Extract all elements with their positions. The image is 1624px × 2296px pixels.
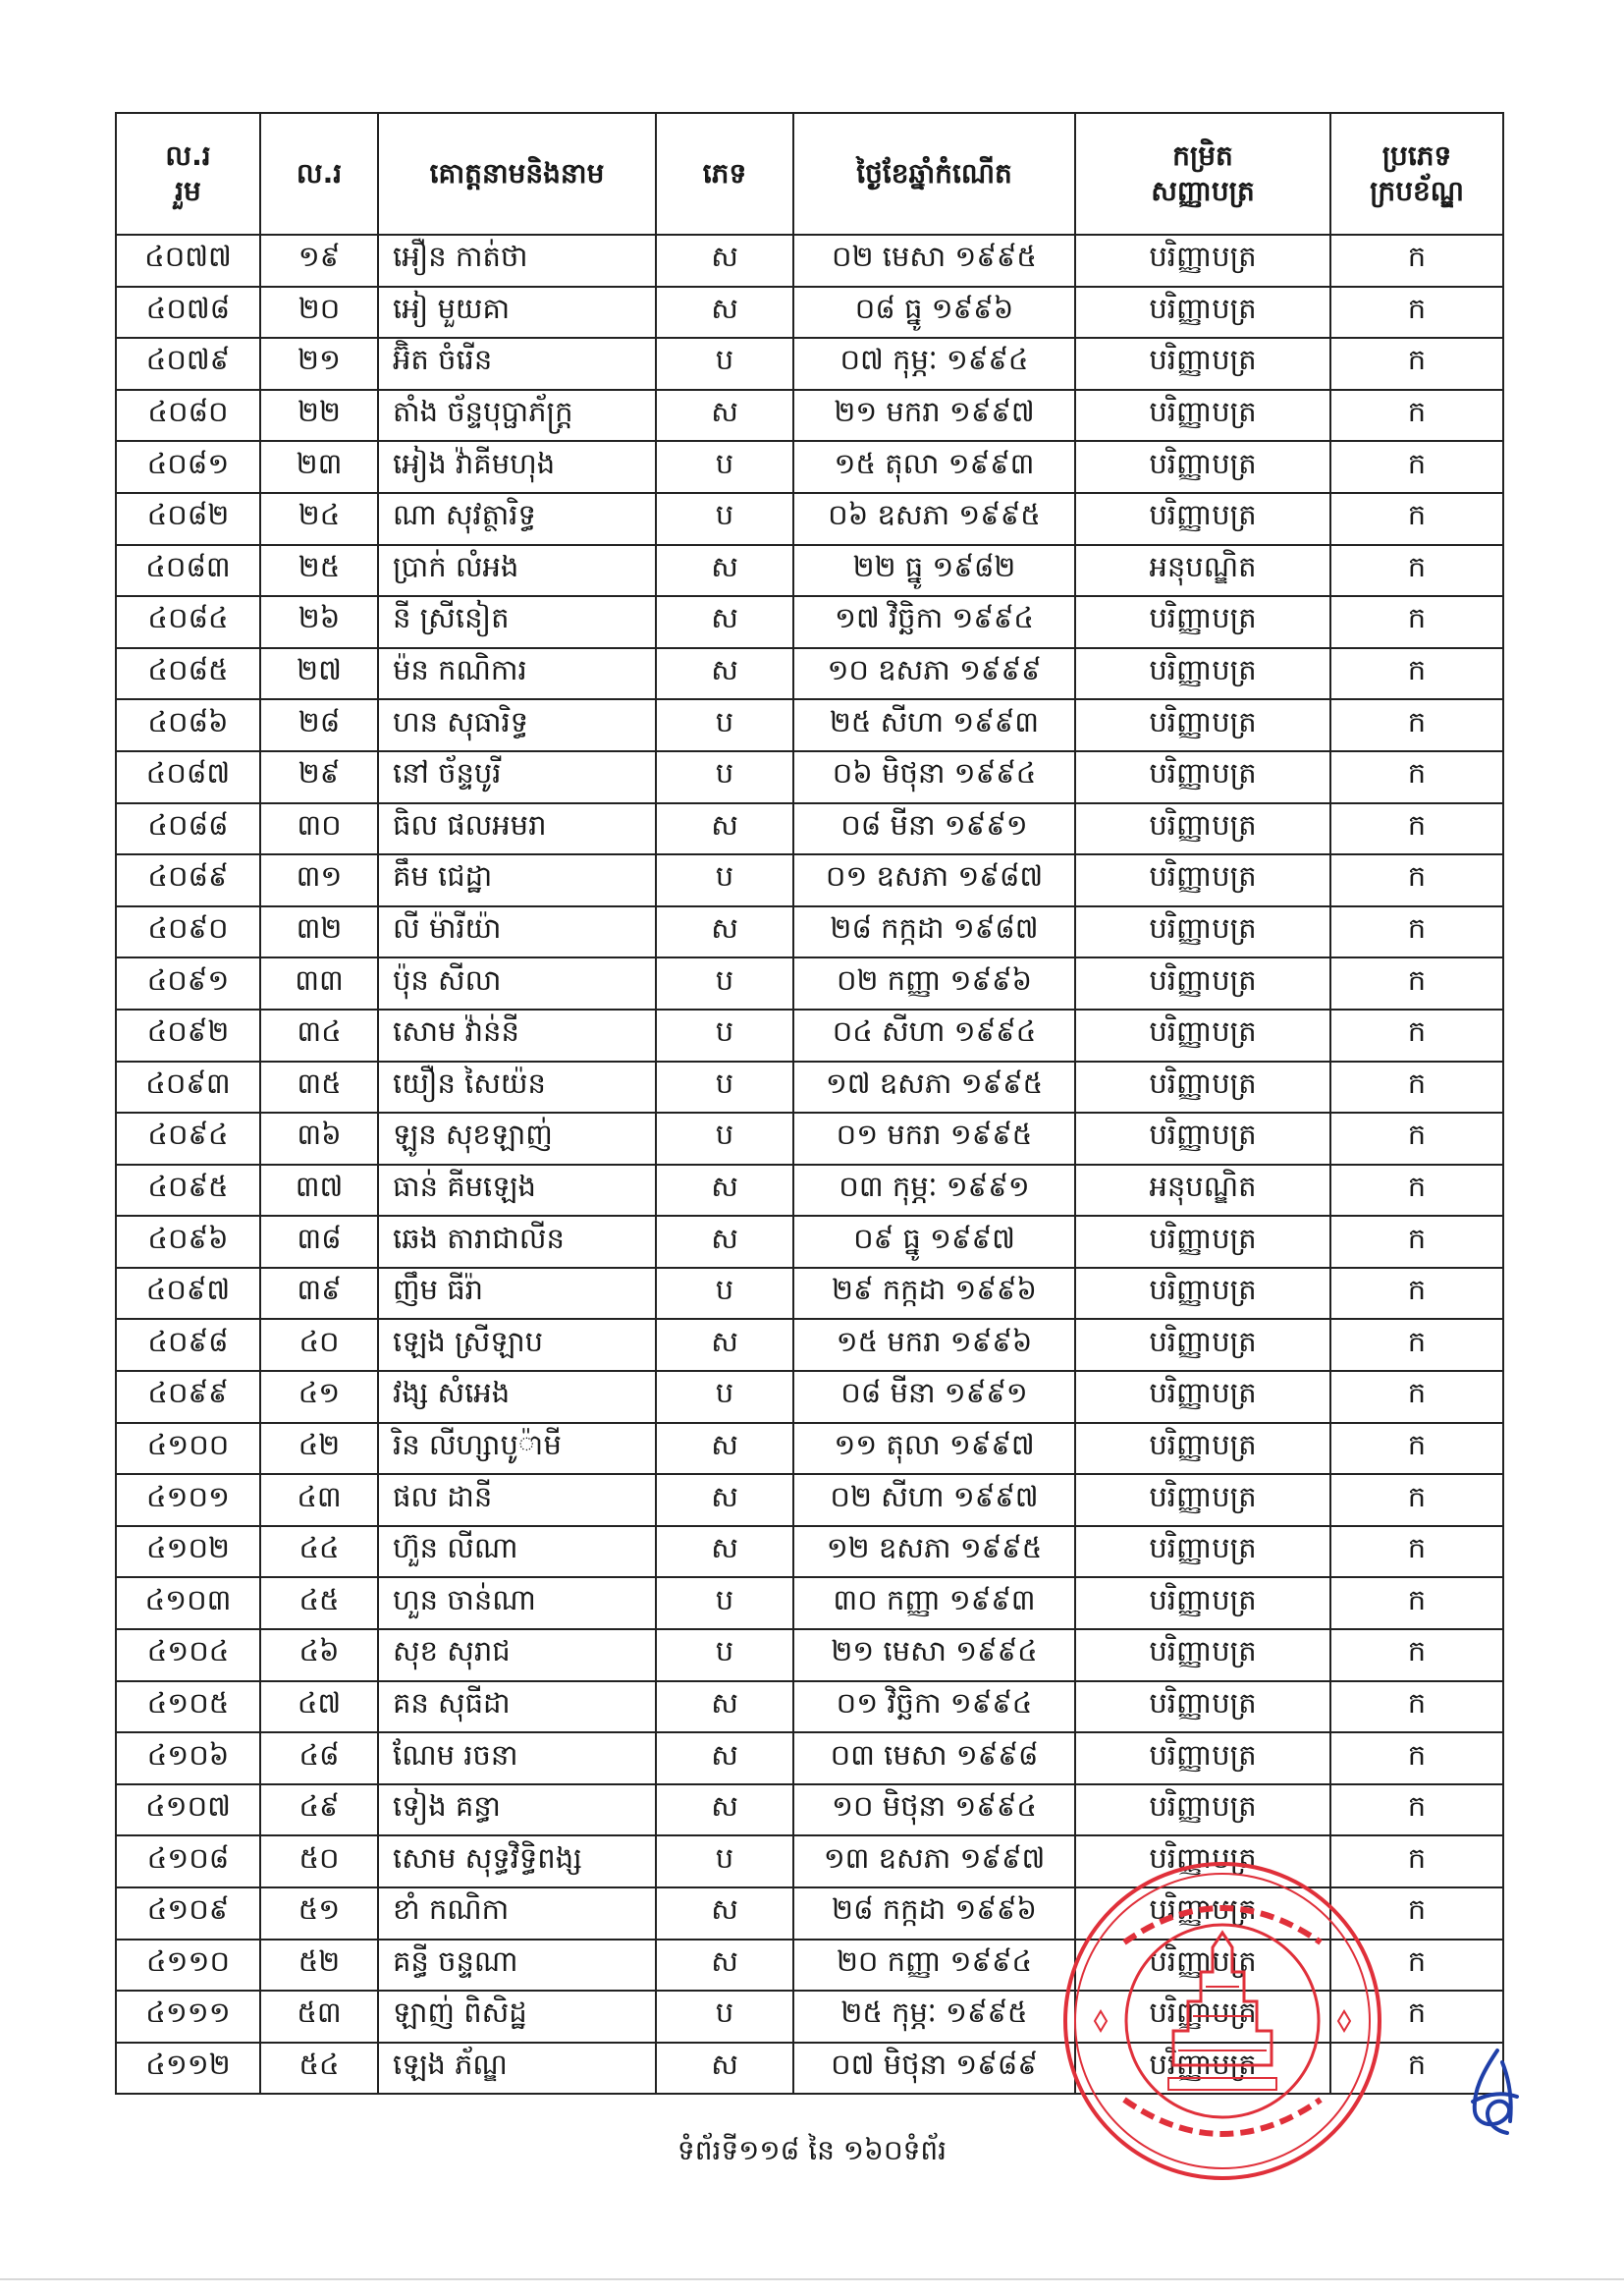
cell-category: ក (1330, 1784, 1503, 1836)
cell-dob: ០៧ កុម្ភៈ ១៩៩៤ (793, 338, 1075, 390)
cell-no: ៥២ (260, 1940, 378, 1992)
cell-category: ក (1330, 287, 1503, 339)
table-row (116, 1010, 1503, 1062)
cell-dob: ២០ កញ្ញា ១៩៩៤ (793, 1940, 1075, 1992)
cell-degree: បរិញ្ញាបត្រ (1075, 1268, 1330, 1320)
cell-sex: ស (656, 1216, 793, 1268)
cell-dob: ១៥ តុលា ១៩៩៣ (793, 441, 1075, 493)
cell-overall-no: ៤១០៥ (116, 1681, 260, 1733)
cell-no: ៣៦ (260, 1113, 378, 1165)
cell-degree: បរិញ្ញាបត្រ (1075, 1113, 1330, 1165)
cell-degree: បរិញ្ញាបត្រ (1075, 699, 1330, 751)
table-row (116, 390, 1503, 442)
cell-dob: ០១ វិច្ឆិកា ១៩៩៤ (793, 1681, 1075, 1733)
cell-sex: ស (656, 1681, 793, 1733)
cell-no: ២០ (260, 287, 378, 339)
table-row (116, 957, 1503, 1010)
cell-sex: ស (656, 287, 793, 339)
cell-dob: ១២ ឧសភា ១៩៩៥ (793, 1526, 1075, 1578)
cell-degree: បរិញ្ញាបត្រ (1075, 1010, 1330, 1062)
table-row (116, 906, 1503, 958)
cell-degree: អនុបណ្ឌិត (1075, 1165, 1330, 1217)
cell-sex: ស (656, 1732, 793, 1784)
cell-name: ប្រាក់ លំអង (378, 545, 656, 597)
header-name: គោត្តនាមនិងនាម (378, 113, 656, 235)
cell-no: ៣៩ (260, 1268, 378, 1320)
cell-category: ក (1330, 1991, 1503, 2043)
cell-no: ៤៣ (260, 1474, 378, 1526)
cell-no: ៣១ (260, 854, 378, 906)
cell-degree: បរិញ្ញាបត្រ (1075, 1835, 1330, 1887)
cell-name: ឡេង ភ័ណ្ឌ (378, 2043, 656, 2095)
cell-category: ក (1330, 2043, 1503, 2095)
table-row (116, 648, 1503, 700)
cell-degree: បរិញ្ញាបត្រ (1075, 235, 1330, 287)
cell-sex: ប (656, 751, 793, 803)
cell-name: យឿន សៃយ៉ន (378, 1062, 656, 1114)
cell-name: ឡេង ស្រីឡាប (378, 1319, 656, 1371)
cell-sex: ប (656, 1991, 793, 2043)
cell-no: ៣៧ (260, 1165, 378, 1217)
cell-no: ២២ (260, 390, 378, 442)
table-row (116, 1526, 1503, 1578)
cell-name: ម៉ន កណិការ (378, 648, 656, 700)
cell-sex: ប (656, 1835, 793, 1887)
cell-overall-no: ៤១០៦ (116, 1732, 260, 1784)
cell-overall-no: ៤១១០ (116, 1940, 260, 1992)
cell-name: ណែម រចនា (378, 1732, 656, 1784)
cell-degree: បរិញ្ញាបត្រ (1075, 338, 1330, 390)
cell-degree: បរិញ្ញាបត្រ (1075, 1940, 1330, 1992)
cell-sex: ប (656, 441, 793, 493)
cell-category: ក (1330, 493, 1503, 545)
cell-category: ក (1330, 957, 1503, 1010)
cell-category: ក (1330, 699, 1503, 751)
cell-name: ឡាញ់ ពិសិដ្ឋ (378, 1991, 656, 2043)
cell-overall-no: ៤០៧៨ (116, 287, 260, 339)
cell-degree: បរិញ្ញាបត្រ (1075, 1784, 1330, 1836)
table-row (116, 1681, 1503, 1733)
cell-dob: ០៦ ឧសភា ១៩៩៥ (793, 493, 1075, 545)
cell-degree: បរិញ្ញាបត្រ (1075, 1371, 1330, 1423)
cell-overall-no: ៤០៩៩ (116, 1371, 260, 1423)
cell-name: ប៉ុន សីលា (378, 957, 656, 1010)
cell-no: ៣៤ (260, 1010, 378, 1062)
cell-degree: បរិញ្ញាបត្រ (1075, 1062, 1330, 1114)
cell-dob: ២៨ កក្កដា ១៩៨៧ (793, 906, 1075, 958)
cell-overall-no: ៤០៩៨ (116, 1319, 260, 1371)
cell-sex: ស (656, 1887, 793, 1940)
cell-category: ក (1330, 1629, 1503, 1681)
cell-degree: បរិញ្ញាបត្រ (1075, 1423, 1330, 1475)
table-header-row (116, 113, 1503, 235)
cell-name: សោម សុទ្ធវិទ្ធិពង្ស (378, 1835, 656, 1887)
cell-dob: ១១ តុលា ១៩៩៧ (793, 1423, 1075, 1475)
cell-category: ក (1330, 854, 1503, 906)
cell-sex: ស (656, 596, 793, 648)
cell-category: ក (1330, 338, 1503, 390)
cell-name: ធិល ផលអមរា (378, 803, 656, 855)
cell-overall-no: ៤០៩១ (116, 957, 260, 1010)
cell-sex: ប (656, 1113, 793, 1165)
table-row (116, 1629, 1503, 1681)
cell-sex: ស (656, 235, 793, 287)
cell-no: ៤៤ (260, 1526, 378, 1578)
cell-dob: ០៣ មេសា ១៩៩៨ (793, 1732, 1075, 1784)
cell-degree: បរិញ្ញាបត្រ (1075, 596, 1330, 648)
cell-overall-no: ៤០៩៧ (116, 1268, 260, 1320)
cell-category: ក (1330, 1474, 1503, 1526)
cell-overall-no: ៤១០១ (116, 1474, 260, 1526)
cell-dob: ២៩ កក្កដា ១៩៩៦ (793, 1268, 1075, 1320)
table-row (116, 1319, 1503, 1371)
header-overall-no: ល.រ រួម (116, 113, 260, 235)
cell-dob: ០១ ឧសភា ១៩៨៧ (793, 854, 1075, 906)
cell-dob: ២២ ធ្នូ ១៩៨២ (793, 545, 1075, 597)
cell-no: ២៨ (260, 699, 378, 751)
cell-degree: បរិញ្ញាបត្រ (1075, 957, 1330, 1010)
cell-degree: បរិញ្ញាបត្រ (1075, 1681, 1330, 1733)
cell-no: ៥៣ (260, 1991, 378, 2043)
cell-degree: បរិញ្ញាបត្រ (1075, 441, 1330, 493)
cell-sex: ប (656, 1629, 793, 1681)
cell-name: រិន លីហ្សាបូ៉ាមី (378, 1423, 656, 1475)
header-degree: កម្រិត សញ្ញាបត្រ (1075, 113, 1330, 235)
table-row (116, 235, 1503, 287)
cell-sex: ស (656, 906, 793, 958)
cell-name: ឆេង តារាជាលីន (378, 1216, 656, 1268)
cell-no: ៣៥ (260, 1062, 378, 1114)
cell-overall-no: ៤០៨១ (116, 441, 260, 493)
cell-name: គន្ធី ចន្ទណា (378, 1940, 656, 1992)
cell-name: លី ម៉ារីយ៉ា (378, 906, 656, 958)
roster-table (115, 112, 1504, 2095)
cell-overall-no: ៤០៧៧ (116, 235, 260, 287)
cell-degree: បរិញ្ញាបត្រ (1075, 751, 1330, 803)
table-row (116, 751, 1503, 803)
cell-dob: ២១ មករា ១៩៩៧ (793, 390, 1075, 442)
cell-dob: ១៧ ឧសភា ១៩៩៥ (793, 1062, 1075, 1114)
cell-category: ក (1330, 1577, 1503, 1629)
cell-sex: ស (656, 1319, 793, 1371)
cell-dob: ០៦ មិថុនា ១៩៩៤ (793, 751, 1075, 803)
cell-dob: ០៣ កុម្ភៈ ១៩៩១ (793, 1165, 1075, 1217)
table-row (116, 596, 1503, 648)
cell-dob: ៣០ កញ្ញា ១៩៩៣ (793, 1577, 1075, 1629)
table-row (116, 699, 1503, 751)
cell-no: ៤៥ (260, 1577, 378, 1629)
cell-name: វង្ស សំអេង (378, 1371, 656, 1423)
cell-no: ២៦ (260, 596, 378, 648)
header-no: ល.រ (260, 113, 378, 235)
cell-degree: បរិញ្ញាបត្រ (1075, 1991, 1330, 2043)
cell-sex: ប (656, 338, 793, 390)
cell-overall-no: ៤១០៧ (116, 1784, 260, 1836)
table-row (116, 1732, 1503, 1784)
cell-overall-no: ៤០៨៥ (116, 648, 260, 700)
table-row (116, 1165, 1503, 1217)
table-row (116, 1371, 1503, 1423)
cell-degree: បរិញ្ញាបត្រ (1075, 1526, 1330, 1578)
header-dob: ថ្ងៃខែឆ្នាំកំណើត (793, 113, 1075, 235)
official-seal-icon (1056, 1854, 1389, 2188)
cell-degree: បរិញ្ញាបត្រ (1075, 854, 1330, 906)
cell-category: ក (1330, 751, 1503, 803)
cell-dob: ០៨ ធ្នូ ១៩៩៦ (793, 287, 1075, 339)
header-category: ប្រភេទ ក្របខ័ណ្ឌ (1330, 113, 1503, 235)
cell-no: ៤១ (260, 1371, 378, 1423)
cell-category: ក (1330, 1681, 1503, 1733)
cell-dob: ១០ មិថុនា ១៩៩៤ (793, 1784, 1075, 1836)
cell-dob: ០២ កញ្ញា ១៩៩៦ (793, 957, 1075, 1010)
table-row (116, 1474, 1503, 1526)
scan-edge-divider (0, 2278, 1624, 2280)
table-row (116, 545, 1503, 597)
cell-no: ៣៣ (260, 957, 378, 1010)
cell-dob: ០១ មករា ១៩៩៥ (793, 1113, 1075, 1165)
table-row (116, 1062, 1503, 1114)
cell-category: ក (1330, 390, 1503, 442)
cell-degree: បរិញ្ញាបត្រ (1075, 648, 1330, 700)
cell-no: ៥៤ (260, 2043, 378, 2095)
cell-sex: ស (656, 390, 793, 442)
cell-overall-no: ៤០៨៣ (116, 545, 260, 597)
header-sex: ភេទ (656, 113, 793, 235)
cell-degree: បរិញ្ញាបត្រ (1075, 2043, 1330, 2095)
table-row (116, 803, 1503, 855)
cell-name: អៀ មួយគា (378, 287, 656, 339)
cell-sex: ប (656, 1371, 793, 1423)
cell-overall-no: ៤១០៣ (116, 1577, 260, 1629)
cell-category: ក (1330, 1835, 1503, 1887)
cell-dob: ២៨ កក្កដា ១៩៩៦ (793, 1887, 1075, 1940)
cell-degree: បរិញ្ញាបត្រ (1075, 803, 1330, 855)
cell-dob: ១៥ មករា ១៩៩៦ (793, 1319, 1075, 1371)
cell-no: ៥១ (260, 1887, 378, 1940)
cell-sex: ស (656, 803, 793, 855)
cell-no: ២១ (260, 338, 378, 390)
cell-category: ក (1330, 1526, 1503, 1578)
table-row (116, 1113, 1503, 1165)
cell-sex: ស (656, 1784, 793, 1836)
cell-sex: ស (656, 1474, 793, 1526)
cell-sex: ប (656, 854, 793, 906)
cell-overall-no: ៤០៩៥ (116, 1165, 260, 1217)
cell-sex: ប (656, 493, 793, 545)
cell-degree: បរិញ្ញាបត្រ (1075, 1577, 1330, 1629)
cell-name: អ៊ិត ចំរើន (378, 338, 656, 390)
cell-category: ក (1330, 1165, 1503, 1217)
cell-category: ក (1330, 235, 1503, 287)
cell-dob: ០៤ សីហា ១៩៩៤ (793, 1010, 1075, 1062)
cell-overall-no: ៤០៨៧ (116, 751, 260, 803)
cell-category: ក (1330, 1216, 1503, 1268)
cell-overall-no: ៤១១២ (116, 2043, 260, 2095)
cell-dob: ០២ សីហា ១៩៩៧ (793, 1474, 1075, 1526)
cell-category: ក (1330, 1113, 1503, 1165)
cell-overall-no: ៤១០៤ (116, 1629, 260, 1681)
cell-degree: បរិញ្ញាបត្រ (1075, 1887, 1330, 1940)
cell-no: ២៤ (260, 493, 378, 545)
cell-category: ក (1330, 906, 1503, 958)
cell-dob: ២៥ កុម្ភៈ ១៩៩៥ (793, 1991, 1075, 2043)
table-row (116, 338, 1503, 390)
cell-degree: បរិញ្ញាបត្រ (1075, 1629, 1330, 1681)
cell-overall-no: ៤០៨៤ (116, 596, 260, 648)
cell-no: ២៥ (260, 545, 378, 597)
cell-dob: ០៩ ធ្នូ ១៩៩៧ (793, 1216, 1075, 1268)
cell-name: នៅ ច័ន្ទបូរី (378, 751, 656, 803)
cell-name: អឿន កាត់ថា (378, 235, 656, 287)
cell-category: ក (1330, 1732, 1503, 1784)
table-row (116, 1423, 1503, 1475)
cell-sex: ស (656, 1526, 793, 1578)
table-row (116, 441, 1503, 493)
cell-sex: ស (656, 1940, 793, 1992)
cell-sex: ស (656, 1423, 793, 1475)
cell-dob: ០២ មេសា ១៩៩៥ (793, 235, 1075, 287)
cell-no: ៤២ (260, 1423, 378, 1475)
table-row (116, 854, 1503, 906)
cell-name: ខាំ កណិកា (378, 1887, 656, 1940)
cell-name: ហ៊ួន លីណា (378, 1526, 656, 1578)
cell-no: ១៩ (260, 235, 378, 287)
cell-overall-no: ៤១០២ (116, 1526, 260, 1578)
cell-category: ក (1330, 596, 1503, 648)
cell-sex: ប (656, 699, 793, 751)
cell-name: សុខ សុរាជ (378, 1629, 656, 1681)
cell-dob: ១០ ឧសភា ១៩៩៩ (793, 648, 1075, 700)
table-row (116, 493, 1503, 545)
cell-name: ឡូន សុខឡាញ់ (378, 1113, 656, 1165)
cell-overall-no: ៤០៩២ (116, 1010, 260, 1062)
cell-category: ក (1330, 1940, 1503, 1992)
cell-name: ទៀង គន្ធា (378, 1784, 656, 1836)
table-row (116, 1784, 1503, 1836)
cell-sex: ស (656, 2043, 793, 2095)
cell-name: អៀង វ៉ាគីមហុង (378, 441, 656, 493)
table-row (116, 1268, 1503, 1320)
cell-dob: ០៧ មិថុនា ១៩៨៩ (793, 2043, 1075, 2095)
cell-overall-no: ៤០៩៤ (116, 1113, 260, 1165)
cell-overall-no: ៤០៨៩ (116, 854, 260, 906)
cell-sex: ប (656, 957, 793, 1010)
signature-icon (1453, 2043, 1532, 2141)
cell-overall-no: ៤០៩០ (116, 906, 260, 958)
cell-name: ហួន ចាន់ណា (378, 1577, 656, 1629)
cell-sex: ស (656, 648, 793, 700)
cell-category: ក (1330, 1268, 1503, 1320)
table-body (116, 235, 1503, 2094)
cell-no: ២៣ (260, 441, 378, 493)
cell-sex: ប (656, 1010, 793, 1062)
cell-no: ៣២ (260, 906, 378, 958)
cell-name: គន សុធីដា (378, 1681, 656, 1733)
cell-name: ផល ដានី (378, 1474, 656, 1526)
cell-degree: បរិញ្ញាបត្រ (1075, 906, 1330, 958)
cell-no: ៣៨ (260, 1216, 378, 1268)
cell-no: ៤៧ (260, 1681, 378, 1733)
cell-overall-no: ៤០៨០ (116, 390, 260, 442)
cell-category: ក (1330, 1371, 1503, 1423)
cell-name: នី ស្រីនៀត (378, 596, 656, 648)
cell-degree: បរិញ្ញាបត្រ (1075, 1319, 1330, 1371)
cell-degree: បរិញ្ញាបត្រ (1075, 1216, 1330, 1268)
cell-name: សោម វ៉ាន់នី (378, 1010, 656, 1062)
cell-category: ក (1330, 1319, 1503, 1371)
cell-name: ហន សុធារិទ្ធ (378, 699, 656, 751)
cell-overall-no: ៤០៧៩ (116, 338, 260, 390)
cell-degree: បរិញ្ញាបត្រ (1075, 1474, 1330, 1526)
cell-no: ៤៦ (260, 1629, 378, 1681)
cell-dob: ០៨ មីនា ១៩៩១ (793, 803, 1075, 855)
cell-overall-no: ៤១០៩ (116, 1887, 260, 1940)
cell-overall-no: ៤១០០ (116, 1423, 260, 1475)
cell-degree: បរិញ្ញាបត្រ (1075, 287, 1330, 339)
cell-sex: ប (656, 1062, 793, 1114)
cell-dob: ២៥ សីហា ១៩៩៣ (793, 699, 1075, 751)
cell-dob: ២១ មេសា ១៩៩៤ (793, 1629, 1075, 1681)
cell-overall-no: ៤០៨៨ (116, 803, 260, 855)
cell-category: ក (1330, 1887, 1503, 1940)
cell-category: ក (1330, 1423, 1503, 1475)
cell-no: ៤៨ (260, 1732, 378, 1784)
cell-category: ក (1330, 1010, 1503, 1062)
cell-name: ណា សុវត្ថារិទ្ធ (378, 493, 656, 545)
cell-name: តាំង ច័ន្ទបុប្ផាភ័ក្ត្រ (378, 390, 656, 442)
cell-no: ៤៩ (260, 1784, 378, 1836)
cell-sex: ស (656, 1165, 793, 1217)
cell-degree: បរិញ្ញាបត្រ (1075, 1732, 1330, 1784)
cell-overall-no: ៤០៩៣ (116, 1062, 260, 1114)
cell-overall-no: ៤១០៨ (116, 1835, 260, 1887)
cell-category: ក (1330, 803, 1503, 855)
table-row (116, 1216, 1503, 1268)
cell-sex: ស (656, 545, 793, 597)
cell-no: ៣០ (260, 803, 378, 855)
cell-degree: បរិញ្ញាបត្រ (1075, 493, 1330, 545)
cell-overall-no: ៤០៩៦ (116, 1216, 260, 1268)
cell-category: ក (1330, 441, 1503, 493)
cell-sex: ប (656, 1268, 793, 1320)
cell-overall-no: ៤០៨៦ (116, 699, 260, 751)
cell-no: ៥០ (260, 1835, 378, 1887)
cell-name: ធាន់ គីមឡេង (378, 1165, 656, 1217)
cell-no: ២៩ (260, 751, 378, 803)
cell-category: ក (1330, 545, 1503, 597)
cell-name: គឹម ជេដ្ឋា (378, 854, 656, 906)
cell-category: ក (1330, 1062, 1503, 1114)
cell-degree: អនុបណ្ឌិត (1075, 545, 1330, 597)
cell-overall-no: ៤០៨២ (116, 493, 260, 545)
cell-category: ក (1330, 648, 1503, 700)
cell-dob: ១៧ វិច្ឆិកា ១៩៩៤ (793, 596, 1075, 648)
cell-no: ៤០ (260, 1319, 378, 1371)
cell-dob: ១៣ ឧសភា ១៩៩៧ (793, 1835, 1075, 1887)
cell-sex: ប (656, 1577, 793, 1629)
cell-dob: ០៨ មីនា ១៩៩១ (793, 1371, 1075, 1423)
cell-name: ញឹម ធីរ៉ា (378, 1268, 656, 1320)
table-row (116, 287, 1503, 339)
table-row (116, 1577, 1503, 1629)
cell-degree: បរិញ្ញាបត្រ (1075, 390, 1330, 442)
cell-overall-no: ៤១១១ (116, 1991, 260, 2043)
page-number: ទំព័រទី១១៨ នៃ ១៦០ទំព័រ (677, 2134, 947, 2166)
cell-no: ២៧ (260, 648, 378, 700)
